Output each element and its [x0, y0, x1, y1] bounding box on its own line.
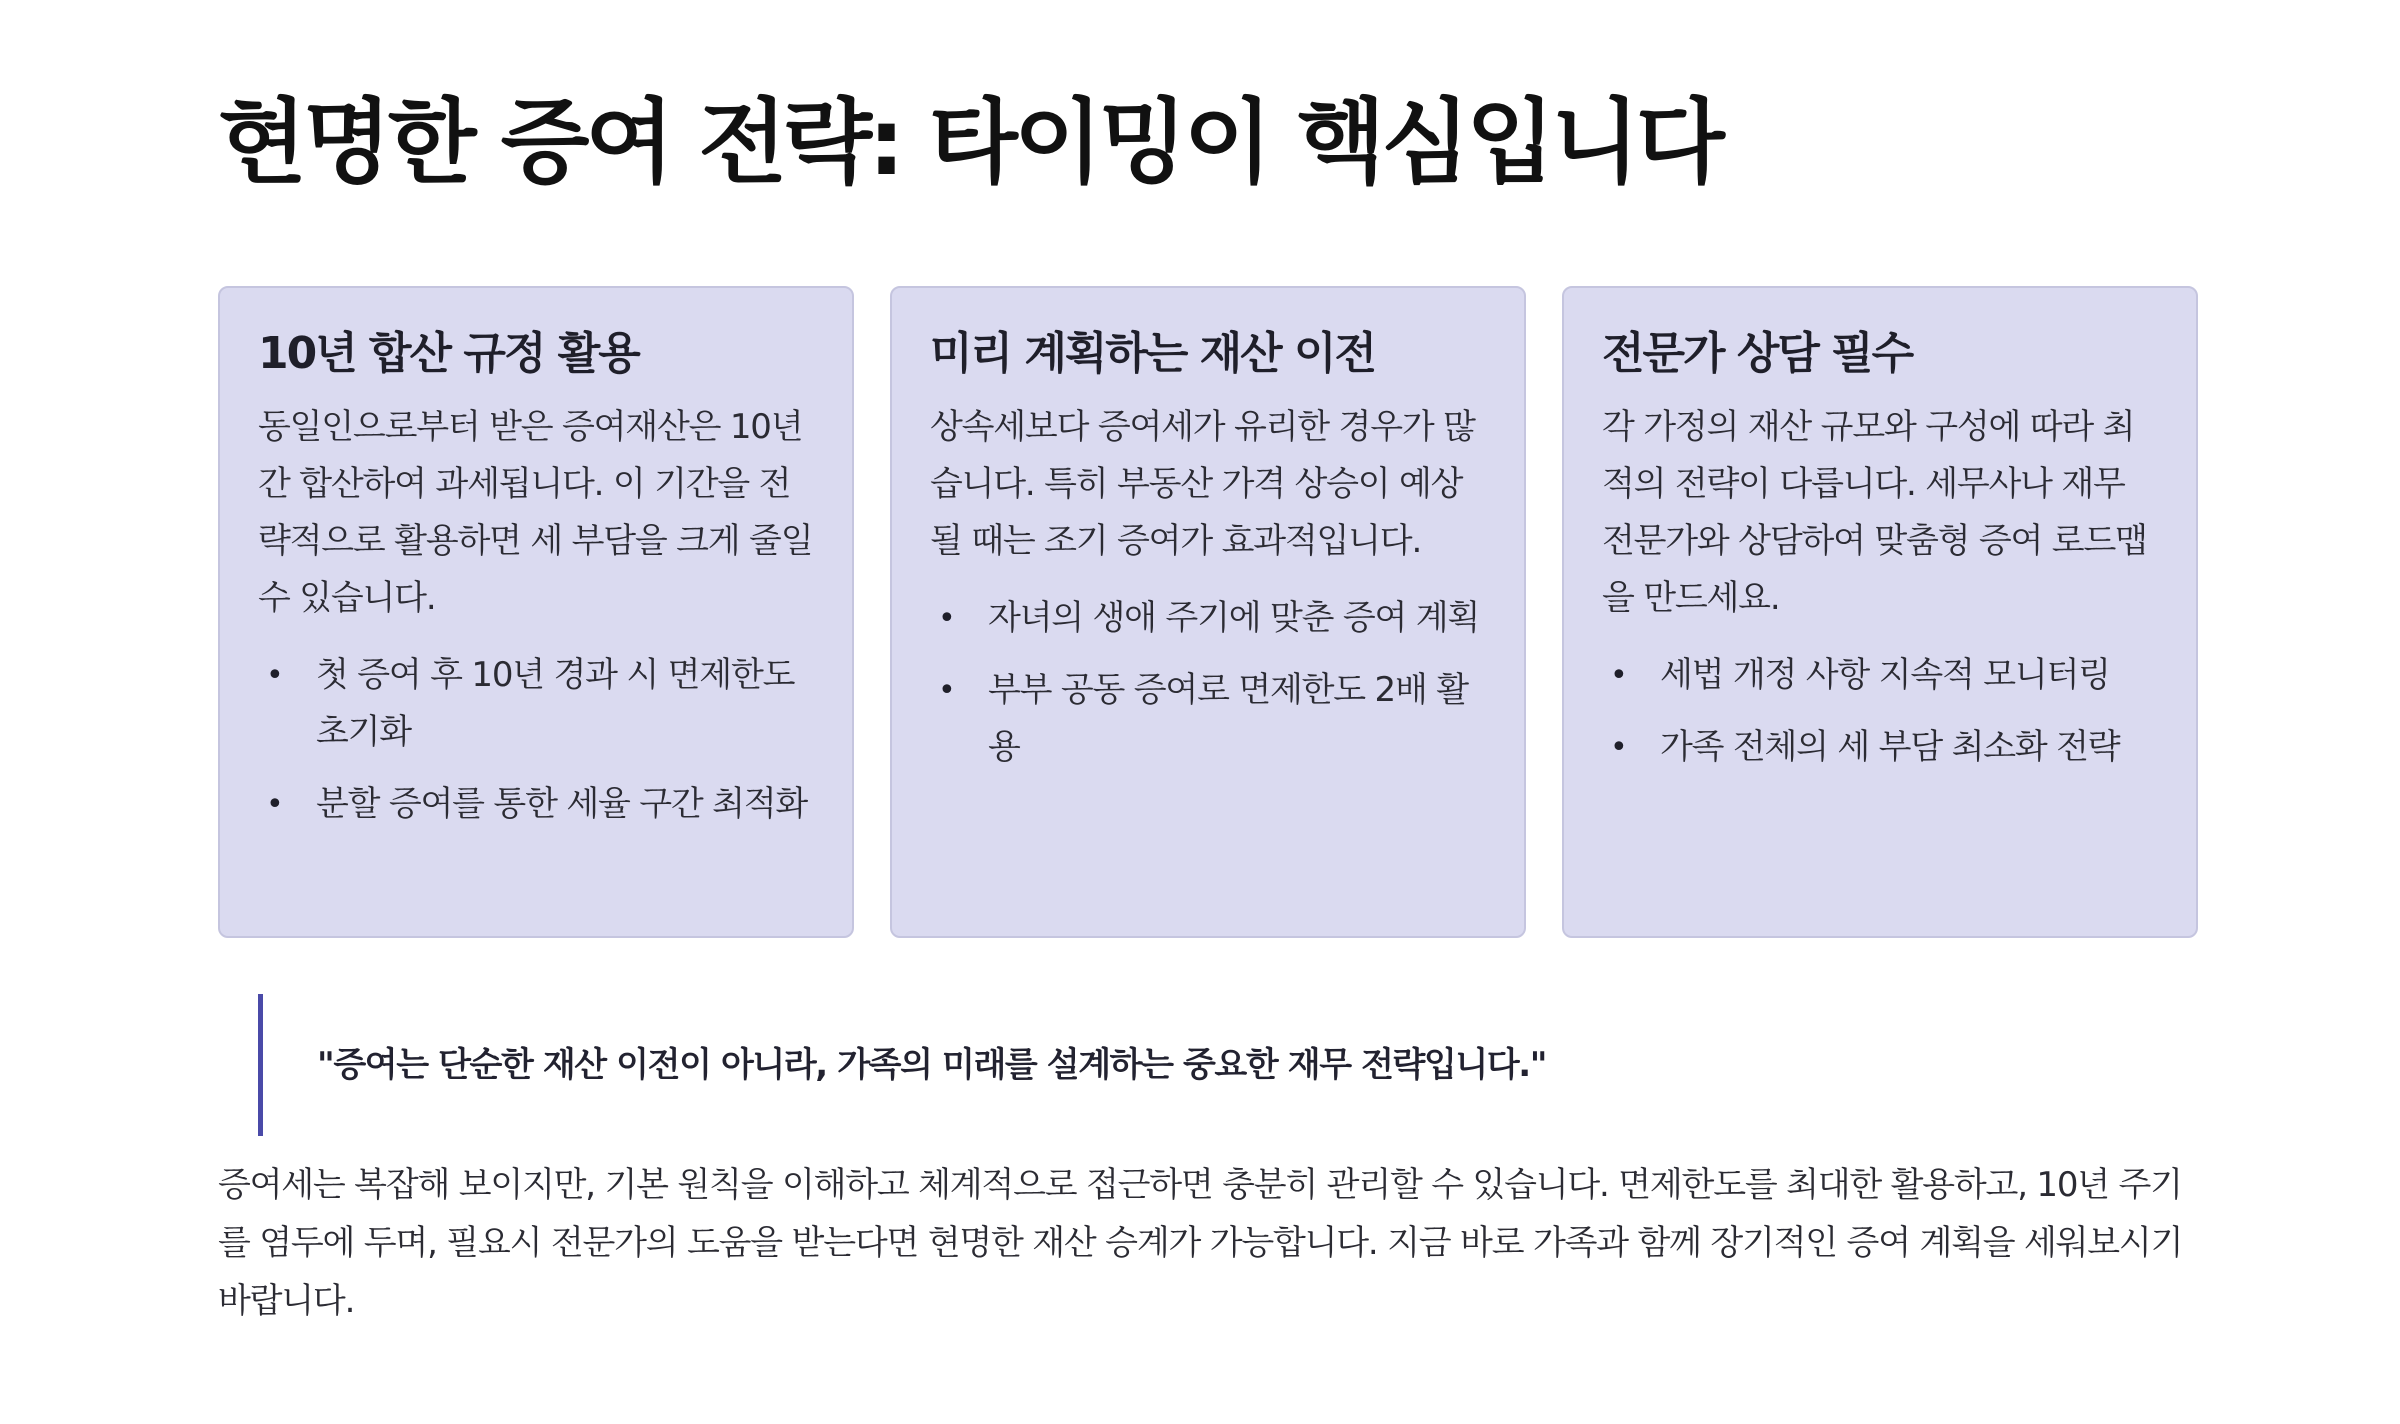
list-item-text: 가족 전체의 세 부담 최소화 전략	[1660, 727, 2120, 768]
list-item	[930, 590, 1488, 647]
card-title: 10년 합산 규정 활용	[258, 328, 639, 379]
list-item-text: 세법 개정 사항 지속적 모니터링	[1660, 655, 2110, 696]
card-description: 각 가정의 재산 규모와 구성에 따라 최적의 전략이 다릅니다. 세무사나 재무 전문가와 상담하여 맞춤형 증여 로드맵을 만드세요.	[1602, 407, 2147, 619]
list-item-text: 첫 증여 후 10년 경과 시 면제한도 초기화	[316, 655, 795, 753]
card-grid	[218, 286, 2196, 938]
list-item-text: 부부 공동 증여로 면제한도 2배 활용	[988, 670, 1468, 768]
bullet-icon: •	[938, 673, 955, 709]
card-expert-consultation	[1562, 286, 2198, 938]
card-bullet-list	[258, 647, 816, 833]
card-title: 미리 계획하는 재산 이전	[930, 328, 1375, 379]
list-item	[1602, 647, 2160, 704]
bullet-icon: •	[266, 787, 283, 823]
list-item	[258, 776, 816, 833]
pull-quote	[258, 994, 2236, 1136]
bullet-icon: •	[1610, 730, 1627, 766]
card-advance-planning	[890, 286, 1526, 938]
conclusion-paragraph: 증여세는 복잡해 보이지만, 기본 원칙을 이해하고 체계적으로 접근하면 충분히 관리할 수 있습니다. 면제한도를 최대한 활용하고, 10년 주기를 염두에 두며, 필요시 전문가의 도움을 받는다면 현명한 재산 승계가 가능합니다. 지금 바로 가족과 함께 장기적인 증여 계획을 세워보시기 바랍니다.	[218, 1165, 2183, 1321]
card-description: 상속세보다 증여세가 유리한 경우가 많습니다. 특히 부동산 가격 상승이 예상될 때는 조기 증여가 효과적입니다.	[930, 407, 1475, 562]
list-item	[258, 647, 816, 761]
card-title: 전문가 상담 필수	[1602, 328, 1913, 379]
page-title: 현명한 증여 전략: 타이밍이 핵심입니다	[218, 89, 1721, 196]
bullet-icon: •	[1610, 658, 1627, 694]
card-bullet-list	[930, 590, 1488, 776]
card-ten-year-rule	[218, 286, 854, 938]
card-bullet-list	[1602, 647, 2160, 776]
list-item	[930, 662, 1488, 776]
list-item-text: 자녀의 생애 주기에 맞춘 증여 계획	[988, 598, 1480, 639]
card-description: 동일인으로부터 받은 증여재산은 10년간 합산하여 과세됩니다. 이 기간을 전략적으로 활용하면 세 부담을 크게 줄일 수 있습니다.	[258, 407, 813, 619]
list-item	[1602, 719, 2160, 776]
bullet-icon: •	[266, 658, 283, 694]
list-item-text: 분할 증여를 통한 세율 구간 최적화	[316, 784, 808, 825]
quote-text: "증여는 단순한 재산 이전이 아니라, 가족의 미래를 설계하는 중요한 재무 전략입니다."	[317, 1045, 1547, 1085]
bullet-icon: •	[938, 601, 955, 637]
